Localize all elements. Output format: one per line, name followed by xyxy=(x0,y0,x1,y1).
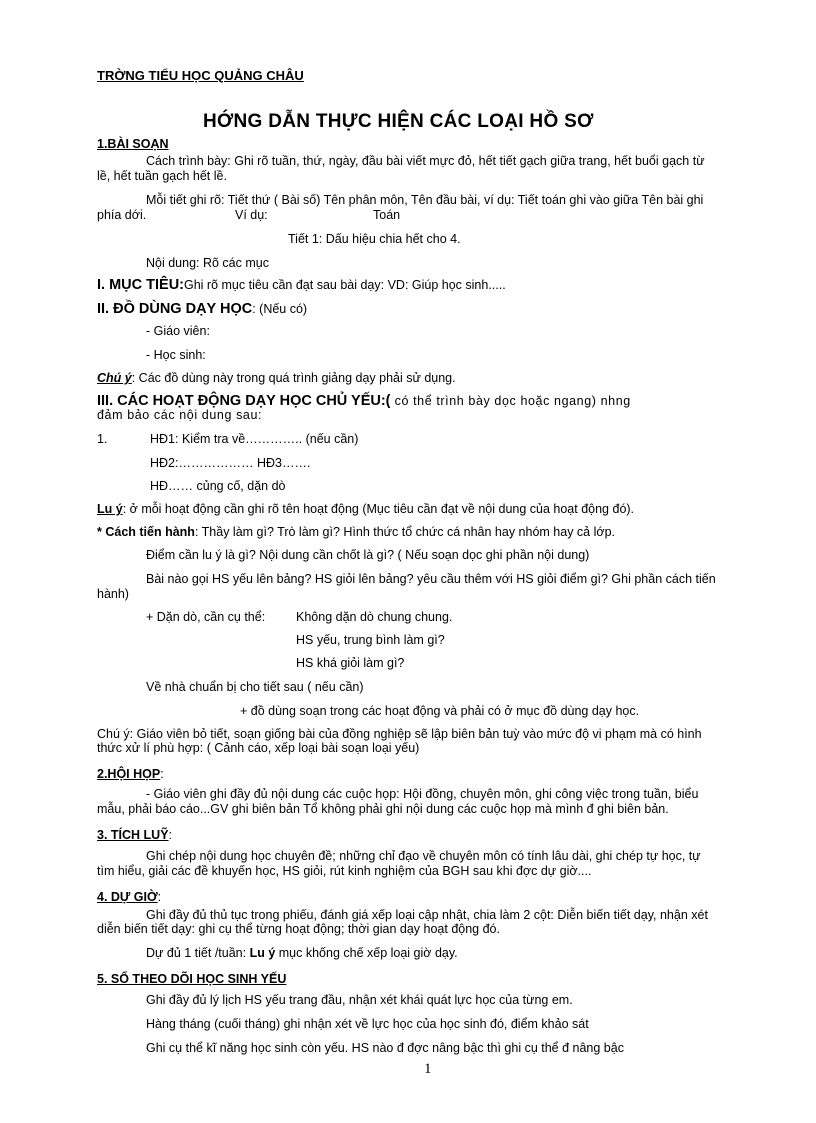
luu-y-label: Lu ý xyxy=(97,502,123,516)
do-dung-line xyxy=(97,302,307,317)
s1-p1-line1: Cách trình bày: Ghi rõ tuần, thứ, ngày, đầu bài viết mực đỏ, hết tiết gạch giữa trang, hết buổi gạch từ xyxy=(146,154,705,168)
hoat-dong-line1 xyxy=(97,394,631,409)
do-dung-soan-line: + đồ dùng soạn trong các hoạt động và phải có ở mục đồ dùng dạy học. xyxy=(240,704,640,718)
s5-line1: Ghi đầy đủ lý lịch HS yếu trang đầu, nhận xét khái quát lực học của từng em. xyxy=(146,993,573,1007)
muc-tieu-label: I. MỤC TIÊU: xyxy=(97,277,184,293)
school-header: TRỜNG TIỂU HỌC QUẢNG CHÂU xyxy=(97,68,304,83)
section-3-heading: 3. TÍCH LUỸ xyxy=(97,828,169,842)
muc-tieu-line xyxy=(97,278,506,293)
chu-y2-line1: Chú ý: Giáo viên bỏ tiết, soạn giống bài của đồng nghiệp sẽ lập biên bản tuỳ vào mức độ vi phạm mà có hình xyxy=(97,727,702,741)
section-2-colon: : xyxy=(160,767,164,781)
hd-number: 1. xyxy=(97,432,108,446)
luu-y-line xyxy=(97,502,634,517)
section-3-colon: : xyxy=(168,828,173,842)
section-3-heading-line xyxy=(97,828,172,843)
hoat-dong-text-a: có thể trình bày dọc hoặc ngang) nhng xyxy=(390,394,631,408)
s1-p2-line1: Mỗi tiết ghi rõ: Tiết thứ ( Bài số) Tên phân môn, Tên đầu bài, ví dụ: Tiết toán ghi vào giữa Tên bài ghi xyxy=(146,193,704,207)
do-dung-gv: - Giáo viên: xyxy=(146,324,210,338)
section-4-heading: 4. DỰ GIỜ xyxy=(97,890,158,904)
do-dung-text: : (Nếu có) xyxy=(252,302,308,316)
hoat-dong-label: III. CÁC HOẠT ĐỘNG DẠY HỌC CHỦ YẾU:( xyxy=(97,393,391,409)
do-dung-label: II. ĐỒ DÙNG DẠY HỌC xyxy=(97,301,253,317)
chu-y-label: Chú ý xyxy=(97,371,132,385)
s1-example-label: Ví dụ: xyxy=(235,208,268,222)
document-title: HỚNG DẪN THỰC HIỆN CÁC LOẠI HỒ SƠ xyxy=(203,111,594,132)
s4-line3-post: mục khống chế xếp loại giờ dạy. xyxy=(275,946,458,960)
hoat-dong-line2: đảm bảo các nội dung sau: xyxy=(97,408,263,422)
s1-example-subject: Toán xyxy=(373,208,401,222)
hd1-line: HĐ1: Kiểm tra về………….. (nếu cần) xyxy=(150,432,359,446)
luu-y-text: : ở mỗi hoạt động cần ghi rõ tên hoạt động (Mục tiêu cần đạt về nội dung của hoạt động đó). xyxy=(122,502,635,516)
s1-example-line: Tiết 1: Dấu hiệu chia hết cho 4. xyxy=(288,232,461,246)
cach-tien-hanh-label: * Cách tiến hành xyxy=(97,525,195,539)
dan-do-label: + Dặn dò, cần cụ thể: xyxy=(146,610,266,624)
s3-line1: Ghi chép nội dung học chuyên đề; những chỉ đạo về chuyên môn có tính lâu dài, ghi chép tự học, tự xyxy=(146,849,701,863)
khong-dan-do: Không dặn dò chung chung. xyxy=(296,610,453,624)
s3-line2: tìm hiểu, giải các đề khuyến học, HS giỏi, rút kinh nghiệm của BGH sau khi đợc dự giờ.... xyxy=(97,864,592,878)
section-4-heading-line xyxy=(97,890,161,905)
s4-line1: Ghi đầy đủ thủ tục trong phiếu, đánh giá xếp loại cập nhật, chia làm 2 cột: Diễn biến tiết dạy, nhận xét xyxy=(146,908,708,922)
hs-kha-line: HS khá giỏi làm gì? xyxy=(296,656,405,670)
s1-p2-line2-left: phía dới. xyxy=(97,208,147,222)
section-4-colon: : xyxy=(157,890,162,904)
page-number: 1 xyxy=(424,1061,432,1077)
s4-line3-pre: Dự đủ 1 tiết /tuần: xyxy=(146,946,250,960)
s1-p1-line2: lề, hết tuần gạch hết lề. xyxy=(97,169,227,183)
hd2-line: HĐ2:……………… HĐ3……. xyxy=(150,456,311,470)
s2-line2: mẫu, phải báo cáo...GV ghi biên bản Tổ không phải ghi nội dung các cuộc họp mà mình đ ghi biên bản. xyxy=(97,802,669,816)
cach-tien-hanh-line xyxy=(97,525,615,540)
s2-line1: - Giáo viên ghi đầy đủ nội dung các cuộc họp: Hội đồng, chuyên môn, ghi công việc trong tuần, biểu xyxy=(146,787,699,801)
s5-line3: Ghi cụ thể kĩ năng học sinh còn yếu. HS nào đ đợc nâng bậc thì ghi cụ thể đ nâng bậc xyxy=(146,1041,624,1055)
section-1-heading: 1.BÀI SOẠN xyxy=(97,137,169,151)
do-dung-chu-y xyxy=(97,371,456,386)
muc-tieu-text: Ghi rõ mục tiêu cần đạt sau bài dạy: VD: Giúp học sinh..... xyxy=(184,278,506,292)
s4-line3 xyxy=(146,946,458,961)
s5-line2: Hàng tháng (cuối tháng) ghi nhận xét về lực học của học sinh đó, điểm khảo sát xyxy=(146,1017,589,1031)
s4-line3-bold: Lu ý xyxy=(249,946,276,960)
cach-tien-hanh-text: : Thầy làm gì? Trò làm gì? Hình thức tổ chức cá nhân hay nhóm hay cả lớp. xyxy=(194,525,615,539)
chu-y-text: : Các đồ dùng này trong quá trình giảng dạy phải sử dụng. xyxy=(131,371,456,385)
section-5-heading: 5. SỔ THEO DÕI HỌC SINH YẾU xyxy=(97,972,287,986)
bai-nao-line2: hành) xyxy=(97,587,129,601)
ve-nha-line: Về nhà chuẩn bị cho tiết sau ( nếu cần) xyxy=(146,680,364,694)
section-2-heading-line xyxy=(97,767,164,782)
chu-y2-line2: thức xử lí phù hợp: ( Cảnh cáo, xếp loại bài soạn loại yếu) xyxy=(97,741,420,755)
s4-line2: diễn biến tiết dạy: ghi cụ thể từng hoạt động; thời gian dạy hoạt động đó. xyxy=(97,922,500,936)
hs-yeu-line: HS yếu, trung bình làm gì? xyxy=(296,633,445,647)
hd-end-line: HĐ…… củng cố, dặn dò xyxy=(150,479,286,493)
s1-noi-dung: Nội dung: Rõ các mục xyxy=(146,256,269,270)
section-2-heading: 2.HỘI HỌP xyxy=(97,767,161,781)
diem-can-line: Điểm cần lu ý là gì? Nội dung cần chốt là gì? ( Nếu soạn dọc ghi phần nội dung) xyxy=(146,548,590,562)
bai-nao-line1: Bài nào gọi HS yếu lên bảng? HS giỏi lên bảng? yêu cầu thêm với HS giỏi điểm gì? Ghi phần cách tiến xyxy=(146,572,716,586)
do-dung-hs: - Học sinh: xyxy=(146,348,206,362)
